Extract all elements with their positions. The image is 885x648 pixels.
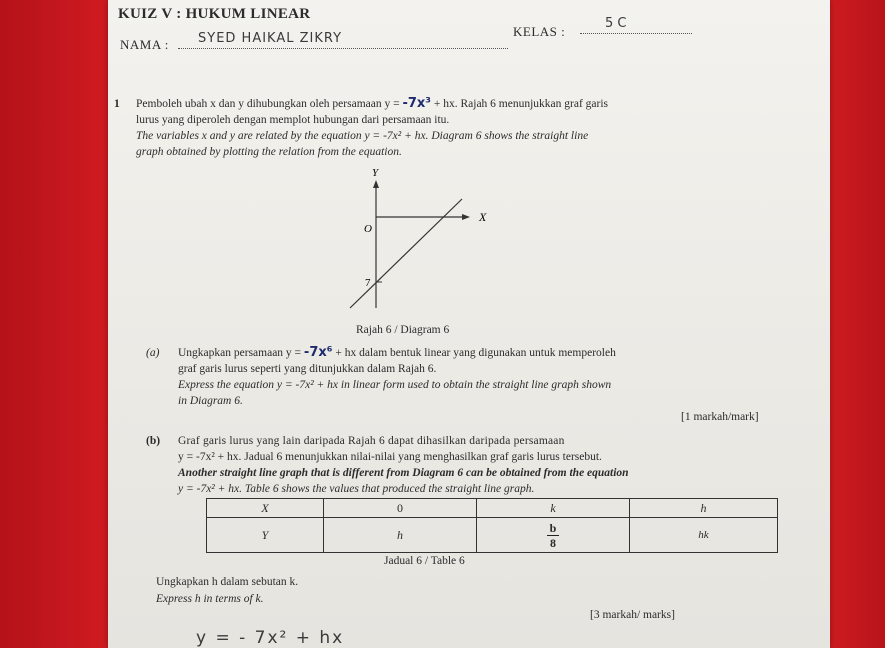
quiz-title: KUIZ V : HUKUM LINEAR [118, 6, 311, 22]
part-a-en-line2: in Diagram 6. [178, 395, 243, 407]
table-cell: k [477, 499, 630, 518]
question-intro-ms-line2: lurus yang diperoleh dengan memplot hubungan dari persamaan itu. [136, 114, 450, 126]
straight-line [350, 199, 462, 308]
diagram-6-graph [336, 168, 496, 313]
part-b-marks: [3 markah/ marks] [590, 609, 675, 621]
part-b-ask-en: Express h in terms of k. [156, 593, 264, 605]
x-axis-arrow [462, 214, 470, 220]
background-left [0, 0, 110, 648]
part-b-ms-line2: y = -7x² + hx. Jadual 6 menunjukkan nilai-nilai yang menghasilkan graf garis lurus tersebut. [178, 451, 602, 463]
part-b-ask-ms: Ungkapkan h dalam sebutan k. [156, 576, 299, 588]
question-intro-en-line1: The variables x and y are related by the equation y = -7x² + hx. Diagram 6 shows the straight line [136, 130, 589, 142]
handwritten-answer: y = - 7x² + hx [196, 628, 345, 648]
table-row [207, 499, 778, 518]
table-cell: hk [630, 518, 778, 553]
table-cell: X [207, 499, 324, 518]
handwritten-correction: -7x³ [402, 96, 431, 111]
question-intro-ms-line1: Pemboleh ubah x dan y dihubungkan oleh persamaan y = -7x³ + hx. Rajah 6 menunjukkan graf garis [136, 96, 609, 111]
y-axis-label: Y [372, 168, 379, 179]
table-caption: Jadual 6 / Table 6 [384, 555, 465, 567]
kelas-line [580, 33, 692, 34]
kelas-label: KELAS : [513, 24, 566, 39]
table-cell: h [630, 499, 778, 518]
intercept-label: 7 [365, 277, 371, 289]
y-axis-arrow [373, 180, 379, 188]
x-axis-label: X [479, 210, 487, 224]
table-cell: Y [207, 518, 324, 553]
question-intro-en-line2: graph obtained by plotting the relation from the equation. [136, 146, 402, 158]
part-a-marks: [1 markah/mark] [681, 411, 759, 423]
table-cell: 0 [324, 499, 477, 518]
part-a-label: (a) [146, 347, 160, 359]
worksheet-paper [108, 0, 830, 648]
nama-label: NAMA : [120, 37, 169, 52]
part-a-ms-line2: graf garis lurus seperti yang ditunjukkan dalam Rajah 6. [178, 363, 437, 375]
table-cell [477, 518, 630, 553]
part-a-ms-line1: Ungkapkan persamaan y = -7x⁶ + hx dalam bentuk linear yang digunakan untuk memperoleh [178, 345, 616, 360]
student-name: SYED HAIKAL ZIKRY [198, 31, 343, 46]
part-b-en-line1: Another straight line graph that is different from Diagram 6 can be obtained from the equation [178, 467, 629, 479]
part-b-ms-line1: Graf garis lurus yang lain daripada Rajah 6 dapat dihasilkan daripada persamaan [178, 435, 565, 447]
table-6 [206, 498, 778, 553]
class-value: 5 C [605, 16, 627, 31]
handwritten-correction-a: -7x⁶ [303, 345, 333, 360]
table-cell: h [324, 518, 477, 553]
origin-label: O [364, 223, 372, 235]
part-b-label: (b) [146, 435, 161, 447]
part-b-en-line2: y = -7x² + hx. Table 6 shows the values that produced the straight line graph. [178, 483, 535, 495]
table-row [207, 518, 778, 553]
nama-line [178, 48, 508, 49]
part-a-en-line1: Express the equation y = -7x² + hx in linear form used to obtain the straight line graph shown [178, 379, 612, 391]
question-number: 1 [114, 98, 120, 110]
background-right [825, 0, 885, 648]
diagram-caption: Rajah 6 / Diagram 6 [356, 324, 450, 336]
fraction: $\frac{b}{8}$ [547, 521, 560, 550]
